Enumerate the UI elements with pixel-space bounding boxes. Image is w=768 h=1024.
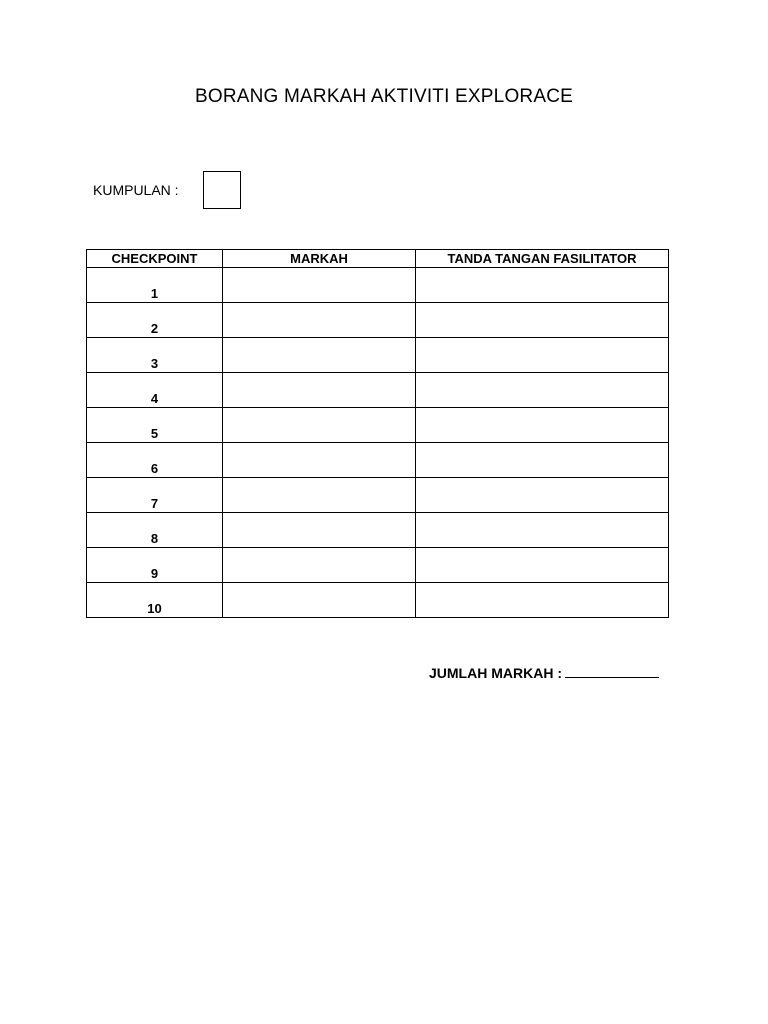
table-row (87, 408, 669, 443)
table-row (87, 513, 669, 548)
jumlah-markah (429, 664, 659, 681)
checkpoint-cell: 1 (87, 268, 223, 303)
markah-cell[interactable] (223, 338, 416, 373)
table-row (87, 478, 669, 513)
marks-table (86, 249, 669, 618)
tanda-tangan-cell[interactable] (416, 408, 669, 443)
checkpoint-cell: 6 (87, 443, 223, 478)
header-markah: MARKAH (223, 250, 416, 268)
checkpoint-cell: 8 (87, 513, 223, 548)
jumlah-markah-label: JUMLAH MARKAH : (429, 665, 562, 681)
markah-cell[interactable] (223, 303, 416, 338)
tanda-tangan-cell[interactable] (416, 548, 669, 583)
checkpoint-cell: 4 (87, 373, 223, 408)
markah-cell[interactable] (223, 373, 416, 408)
page-title: BORANG MARKAH AKTIVITI EXPLORACE (194, 86, 574, 107)
tanda-tangan-cell[interactable] (416, 478, 669, 513)
checkpoint-cell: 10 (87, 583, 223, 618)
checkpoint-cell: 2 (87, 303, 223, 338)
kumpulan-input-box[interactable] (203, 171, 241, 209)
kumpulan-label: KUMPULAN : (93, 182, 179, 198)
table-row (87, 443, 669, 478)
markah-cell[interactable] (223, 583, 416, 618)
table-row (87, 338, 669, 373)
table-header-row (87, 250, 669, 268)
tanda-tangan-cell[interactable] (416, 513, 669, 548)
markah-cell[interactable] (223, 548, 416, 583)
markah-cell[interactable] (223, 443, 416, 478)
tanda-tangan-cell[interactable] (416, 443, 669, 478)
tanda-tangan-cell[interactable] (416, 338, 669, 373)
table-row (87, 268, 669, 303)
tanda-tangan-cell[interactable] (416, 268, 669, 303)
header-tanda-tangan: TANDA TANGAN FASILITATOR (416, 250, 669, 268)
markah-cell[interactable] (223, 478, 416, 513)
tanda-tangan-cell[interactable] (416, 583, 669, 618)
checkpoint-cell: 5 (87, 408, 223, 443)
table-row (87, 373, 669, 408)
tanda-tangan-cell[interactable] (416, 303, 669, 338)
table-row (87, 548, 669, 583)
markah-cell[interactable] (223, 268, 416, 303)
header-checkpoint: CHECKPOINT (87, 250, 223, 268)
checkpoint-cell: 9 (87, 548, 223, 583)
markah-cell[interactable] (223, 408, 416, 443)
checkpoint-cell: 7 (87, 478, 223, 513)
checkpoint-cell: 3 (87, 338, 223, 373)
table-row (87, 583, 669, 618)
table-row (87, 303, 669, 338)
markah-cell[interactable] (223, 513, 416, 548)
jumlah-markah-blank-line[interactable] (565, 664, 659, 678)
tanda-tangan-cell[interactable] (416, 373, 669, 408)
